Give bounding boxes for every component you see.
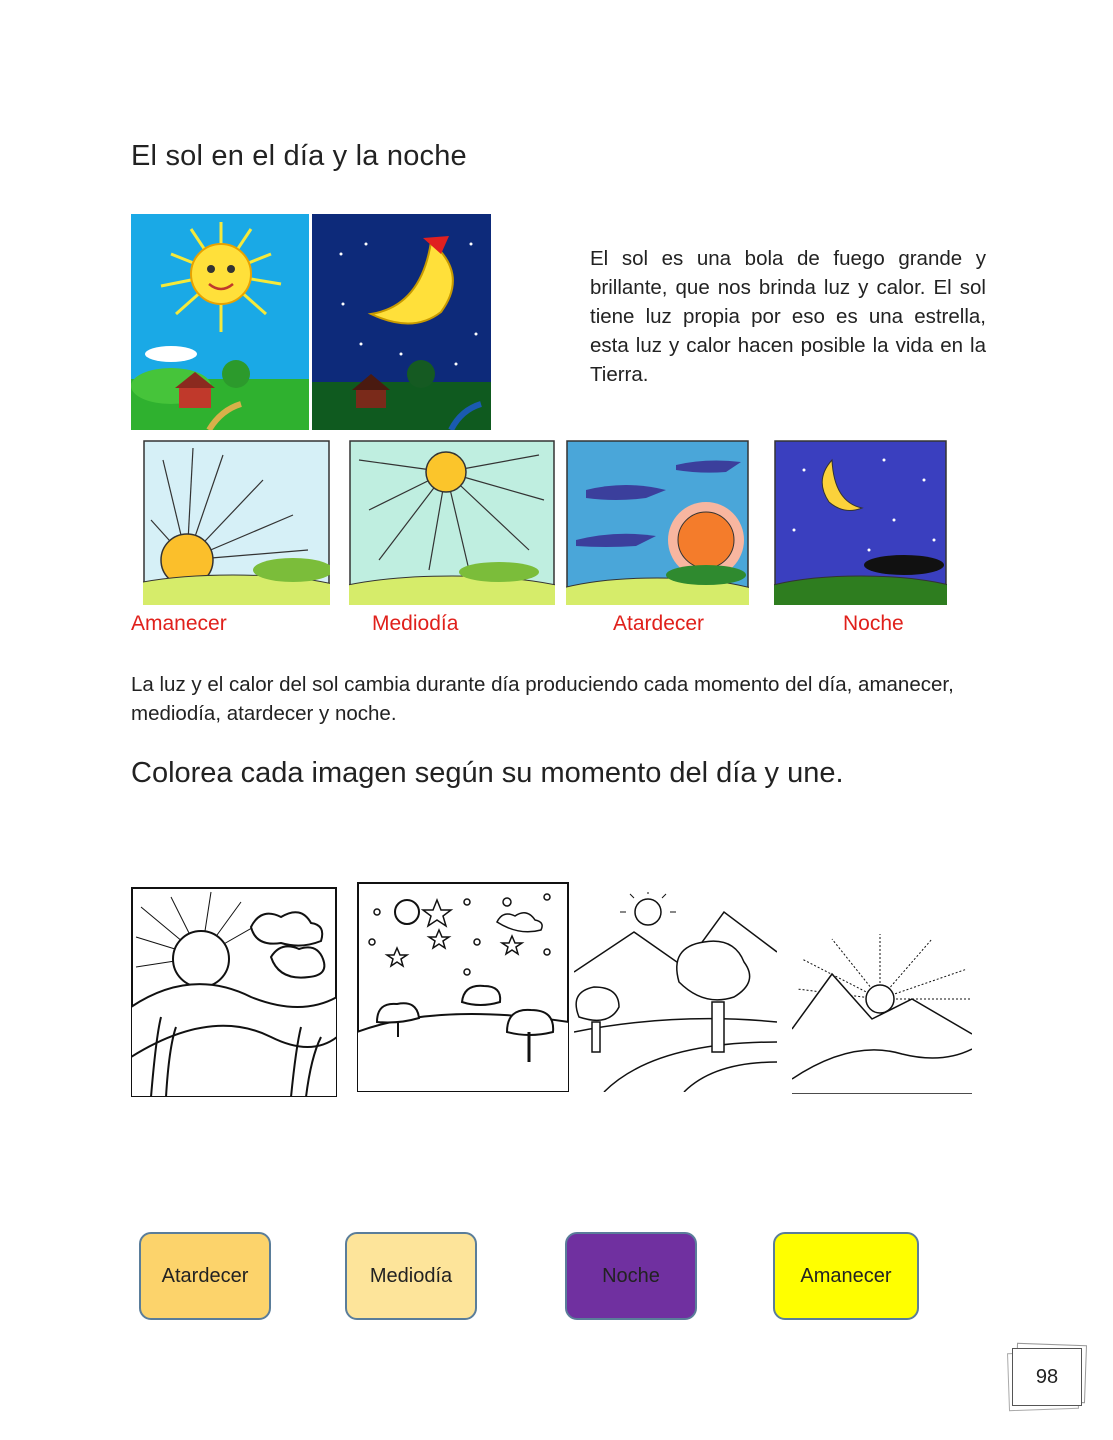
page-number: 98 — [1012, 1348, 1082, 1406]
atardecer-image — [566, 440, 749, 605]
coloring-night-scene — [357, 882, 569, 1092]
caption-mediodia: Mediodía — [372, 612, 459, 635]
amanecer-image — [143, 440, 330, 605]
mediodia-button[interactable]: Mediodía — [345, 1232, 477, 1320]
page-title: El sol en el día y la noche — [131, 140, 467, 172]
coloring-sunset-mountains — [792, 929, 972, 1094]
atardecer-button[interactable]: Atardecer — [139, 1232, 271, 1320]
caption-atardecer: Atardecer — [613, 612, 705, 635]
coloring-midday-landscape — [574, 892, 777, 1092]
day-cycle-text: La luz y el calor del sol cambia durante día produciendo cada momento del día, amanecer, mediodía, atardecer y noche. — [131, 673, 954, 725]
amanecer-button[interactable]: Amanecer — [773, 1232, 919, 1320]
noche-image — [774, 440, 947, 605]
caption-noche: Noche — [843, 612, 904, 635]
instruction-text: Colorea cada imagen según su momento del día y une. — [131, 757, 844, 789]
day-night-illustration — [131, 214, 491, 430]
caption-amanecer: Amanecer — [131, 612, 227, 635]
sun-description: El sol es una bola de fuego grande y brillante, que nos brinda luz y calor. El sol tiene luz propia por eso es una estrella, esta luz y calor hacen posible la vida en la Tierra. — [590, 247, 986, 386]
mediodia-image — [349, 440, 555, 605]
coloring-sunrise-hills — [131, 887, 337, 1097]
noche-button[interactable]: Noche — [565, 1232, 697, 1320]
